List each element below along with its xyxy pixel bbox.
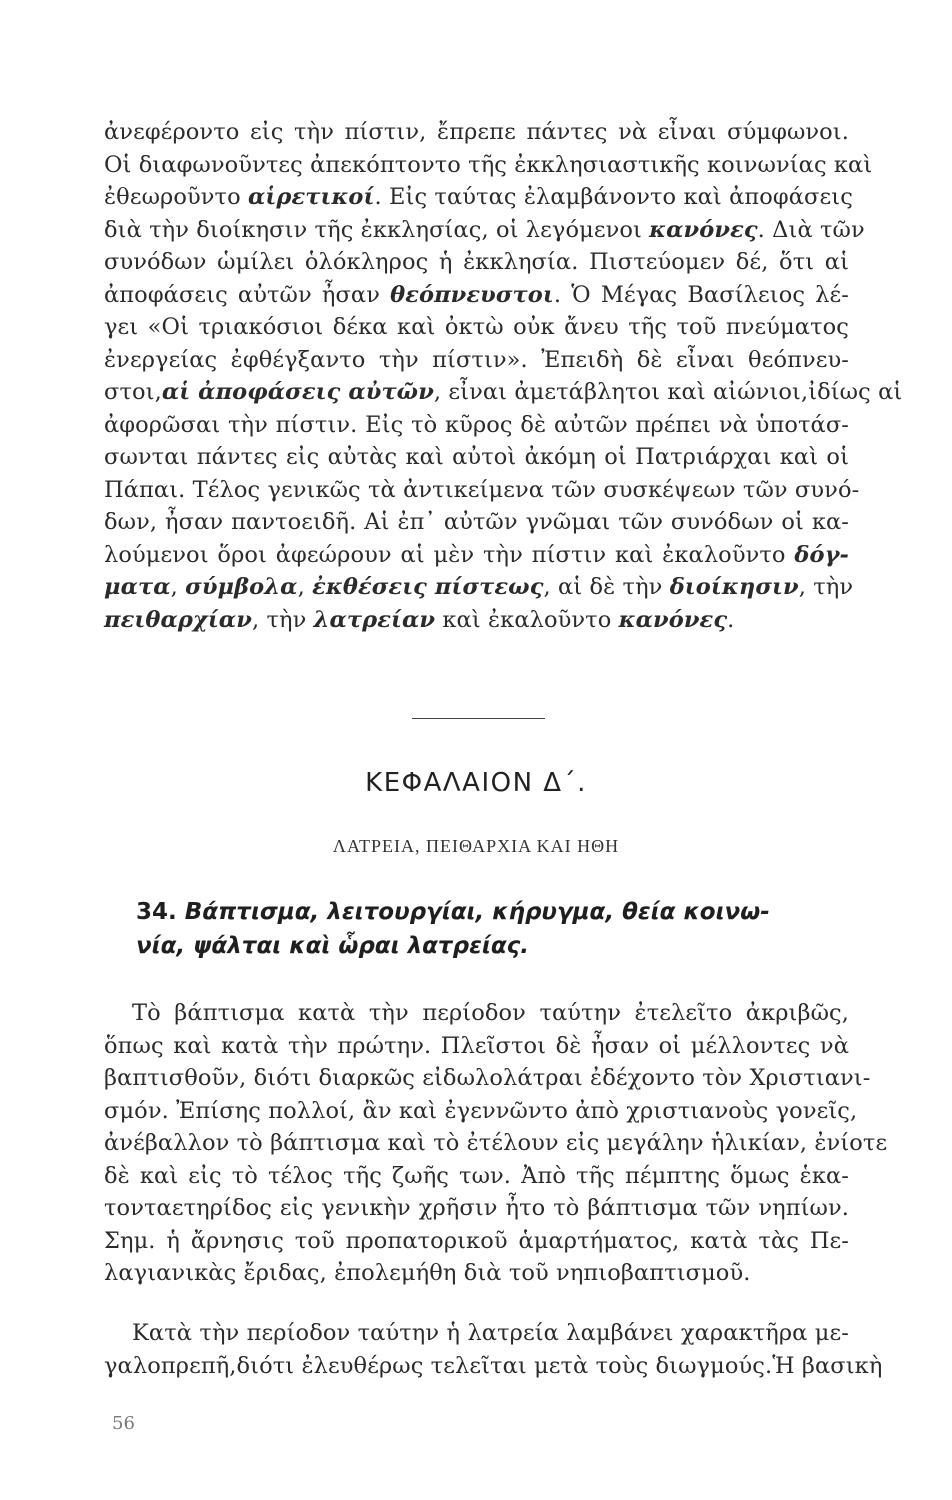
emphasis-term: κανόνες [649, 216, 758, 243]
text-line: σμόν. Ἐπίσης πολλοί, ἂν καὶ ἐγεννῶντο ἀπὸ χριστιανοὺς γονεῖς, [104, 1097, 858, 1124]
text-line: γαλοπρεπῆ,διότι ἐλευθέρως τελεῖται μετὰ τοὺς διωγμούς.Ἡ βασικὴ [104, 1352, 883, 1379]
text-line: σωνται πάντες εἰς αὐτὰς καὶ αὐτοὶ ἀκόμη οἱ Πατριάρχαι καὶ οἱ [104, 444, 849, 470]
emphasis-term: ματα [104, 574, 171, 600]
section-divider [412, 718, 545, 719]
top-paragraph [104, 116, 903, 636]
text-line: συνόδων ὡμίλει ὁλόκληρος ἡ ἐκκλησία. Πιστεύομεν δέ, ὅτι αἱ [104, 249, 849, 275]
text-line: ἀφορῶσαι τὴν πίστιν. Εἰς τὸ κῦρος δὲ αὐτῶν πρέπει νὰ ὑποτάσ- [104, 411, 849, 438]
text-line: πειθαρχίαν, τὴν λατρείαν καὶ ἐκαλοῦντο κανόνες. [104, 606, 735, 633]
text-line: Οἱ διαφωνοῦντες ἀπεκόπτοντο τῆς ἐκκλησιαστικῆς κοινωνίας καὶ [104, 151, 873, 178]
text-line: βαπτισθοῦν, διότι διαρκῶς εἰδωλολάτραι ἐδέχοντο τὸν Χριστιανι- [104, 1065, 871, 1091]
text-line: διὰ τὴν διοίκησιν τῆς ἐκκλησίας, οἱ λεγόμενοι κανόνες. Διὰ τῶν [104, 216, 865, 243]
section-heading [136, 895, 856, 963]
text-line: Τὸ βάπτισμα κατὰ τὴν περίοδον ταύτην ἐτελεῖτο ἀκριβῶς, [132, 1000, 849, 1026]
body-paragraph-2 [104, 1317, 883, 1382]
text-line: δων, ἦσαν παντοειδῆ. Αἱ ἐπ᾿ αὐτῶν γνῶμαι τῶν συνόδων οἱ κα- [104, 509, 849, 535]
section-number: 34. [136, 899, 177, 925]
text-line: γει «Οἱ τριακόσιοι δέκα καὶ ὀκτὼ οὐκ ἄνευ τῆς τοῦ πνεύματος [104, 314, 849, 340]
text-line: ἀποφάσεις αὐτῶν ἦσαν θεόπνευστοι. Ὁ Μέγας Βασίλειος λέ- [104, 281, 849, 308]
chapter-title: ΚΕΦΑΛΑΙΟΝ Δ΄. [365, 768, 587, 798]
text-line: ὅπως καὶ κατὰ τὴν πρώτην. Πλεῖστοι δὲ ἦσαν οἱ μέλλοντες νὰ [104, 1032, 849, 1059]
text-line: ἐνεργείας ἐφθέγξαντο τὴν πίστιν». Ἐπειδὴ δὲ εἶναι θεόπνευ- [104, 346, 849, 373]
emphasis-term: αἱρετικοί [248, 184, 375, 210]
text-line: Σημ. ἡ ἄρνησις τοῦ προπατορικοῦ ἁμαρτήματος, κατὰ τὰς Πε- [104, 1227, 849, 1254]
text-line: ματα, σύμβολα, ἐκθέσεις πίστεως, αἱ δὲ τὴν διοίκησιν, τὴν [104, 574, 854, 600]
page-number: 56 [112, 1413, 135, 1434]
text-line: Πάπαι. Τέλος γενικῶς τὰ ἀντικείμενα τῶν συσκέψεων τῶν συνό- [104, 476, 860, 503]
emphasis-term: κανόνες [618, 606, 728, 633]
body-paragraph-1 [104, 997, 888, 1290]
section-title-line-1: Βάπτισμα, λειτουργίαι, κήρυγμα, θεία κοινω- [184, 899, 770, 925]
emphasis-term: πειθαρχίαν [104, 606, 252, 633]
emphasis-term: αἱ ἀποφάσεις αὐτῶν [161, 379, 434, 405]
chapter-subtitle: ΛΑΤΡΕΙΑ, ΠΕΙΘΑΡΧΙΑ ΚΑΙ ΗΘΗ [332, 836, 620, 856]
text-line: στοι,αἱ ἀποφάσεις αὐτῶν, εἶναι ἀμετάβλητοι καὶ αἰώνιοι,ἰδίως αἱ [104, 379, 903, 405]
emphasis-term: δόγ- [794, 541, 849, 568]
text-line: ἀνέβαλλον τὸ βάπτισμα καὶ τὸ ἐτέλουν εἰς μεγάλην ἡλικίαν, ἐνίοτε [104, 1130, 888, 1156]
emphasis-term: θεόπνευστοι [390, 281, 554, 308]
emphasis-term: ἐκθέσεις πίστεως [312, 574, 544, 600]
text-line: τονταετηρίδος εἰς γενικὴν χρῆσιν ἦτο τὸ βάπτισμα τῶν νηπίων. [104, 1195, 849, 1221]
text-line: λαγιανικὰς ἔριδας, ἐπολεμήθη διὰ τοῦ νηπιοβαπτισμοῦ. [104, 1260, 751, 1286]
text-line: λούμενοι ὅροι ἀφεώρουν αἱ μὲν τὴν πίστιν καὶ ἐκαλοῦντο δόγ- [104, 541, 849, 568]
section-title-line-2: νία, ψάλται καὶ ὧραι λατρείας. [136, 933, 530, 959]
text-line: Κατὰ τὴν περίοδον ταύτην ἡ λατρεία λαμβάνει χαρακτῆρα με- [132, 1320, 849, 1346]
text-line: δὲ καὶ εἰς τὸ τέλος τῆς ζωῆς των. Ἀπὸ τῆς πέμπτης ὅμως ἑκα- [104, 1162, 849, 1189]
text-line: ἐθεωροῦντο αἱρετικοί. Εἰς ταύτας ἐλαμβάνοντο καὶ ἀποφάσεις [104, 184, 853, 210]
text-line: ἀνεφέροντο εἰς τὴν πίστιν, ἔπρεπε πάντες νὰ εἶναι σύμφωνοι. [104, 119, 849, 145]
emphasis-term: σύμβολα [185, 574, 298, 600]
emphasis-term: λατρείαν [313, 606, 436, 633]
emphasis-term: διοίκησιν [669, 574, 799, 600]
